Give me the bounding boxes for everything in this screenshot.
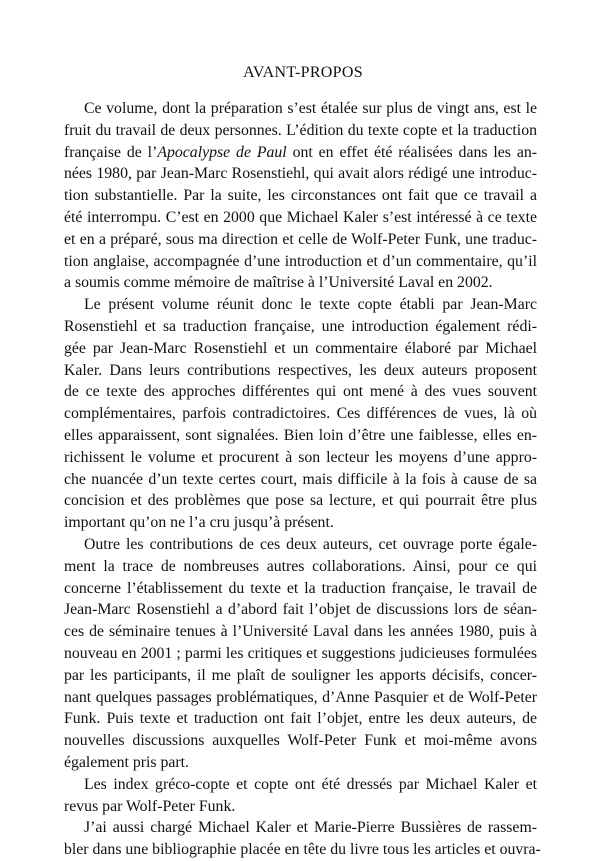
text-line: concision et des problèmes que pose sa lecture, et qui pourrait être plus: [64, 492, 537, 510]
text-line: J’ai aussi chargé Michael Kaler et Marie-Pierre Bussières de rassem-: [84, 819, 537, 837]
text-line: Ce volume, dont la préparation s’est étalée sur plus de vingt ans, est le: [84, 100, 537, 117]
text-line: Le présent volume réunit donc le texte copte établi par Jean-Marc: [84, 296, 537, 314]
text-line: bler dans une bibliographie placée en tête du livre tous les articles et ouvra-: [64, 841, 541, 859]
text-line: Les index gréco-copte et copte ont été dressés par Michael Kaler et: [84, 775, 537, 793]
text-line: important qu’on ne l’a cru jusqu’à présent.: [64, 514, 334, 532]
text-line: également pris part.: [64, 753, 190, 771]
text-line: fruit du travail de deux personnes. L’édition du texte copte et la traduction: [64, 121, 537, 139]
paragraph: [64, 774, 537, 818]
paragraph: [64, 294, 537, 534]
text-line: et en a préparé, sous ma direction et celle de Wolf-Peter Funk, une traduc-: [64, 230, 537, 248]
text-line: ces de séminaire tenues à l’Université Laval dans les années 1980, puis à: [64, 623, 537, 641]
text-line: tion substantielle. Par la suite, les circonstances ont fait que ce travail a: [64, 187, 537, 205]
text-line: par les participants, il me plaît de souligner les apports décisifs, concer-: [64, 666, 537, 684]
text-line: tion anglaise, accompagnée d’une introduction et d’un commentaire, qu’il: [64, 252, 537, 270]
text-line: elles apparaissent, sont signalées. Bien loin d’être une faiblesse, elles en-: [64, 426, 537, 444]
document-body: [64, 98, 541, 861]
book-title-italic: Apocalypse de Paul: [157, 143, 287, 161]
text-line: ment la trace de nombreuses autres collaborations. Ainsi, pour ce qui: [64, 557, 537, 575]
text-line: richissent le volume et procurent à son lecteur les moyens d’une appro-: [64, 448, 537, 466]
text-line: nant quelques passages problématiques, d’Anne Pasquier et de Wolf-Peter: [64, 688, 537, 706]
text-line: Kaler. Dans leurs contributions respectives, les deux auteurs proposent: [64, 361, 537, 379]
paragraph: [64, 534, 537, 774]
text-line: a soumis comme mémoire de maîtrise à l’Université Laval en 2002.: [64, 274, 493, 292]
text-line: nées 1980, par Jean-Marc Rosenstiehl, qui avait alors rédigé une introduc-: [64, 165, 537, 183]
paragraph: [64, 817, 541, 861]
page-title: AVANT-PROPOS: [243, 64, 363, 81]
text-line: revus par Wolf-Peter Funk.: [64, 797, 236, 815]
text-line: gée par Jean-Marc Rosenstiehl et un commentaire élaboré par Michael: [64, 339, 537, 357]
paragraph: [64, 98, 537, 294]
text-line: concerne l’établissement du texte et la traduction française, le travail de: [64, 579, 537, 597]
text-line: de ce texte des approches différentes qui ont mené à des vues souvent: [64, 383, 537, 401]
text-line: complémentaires, parfois contradictoires. Ces différences de vues, là où: [64, 405, 537, 423]
text-line: nouveau en 2001 ; parmi les critiques et suggestions judicieuses formulées: [64, 644, 537, 662]
text-line: Jean-Marc Rosenstiehl a d’abord fait l’objet de discussions lors de séan-: [64, 601, 537, 619]
text-line: Outre les contributions de ces deux auteurs, cet ouvrage porte égale-: [84, 535, 537, 553]
text-line: Funk. Puis texte et traduction ont fait l’objet, entre les deux auteurs, de: [64, 710, 537, 728]
text-line: che nuancée d’un texte certes court, mais difficile à la fois à cause de sa: [64, 470, 537, 488]
text-line: française de l’Apocalypse de Paul ont en effet été réalisées dans les an-: [64, 143, 537, 161]
text-line: nouvelles discussions auxquelles Wolf-Peter Funk et moi-même avons: [64, 732, 537, 750]
text-line: Rosenstiehl et sa traduction française, une introduction également rédi-: [64, 317, 537, 335]
text-line: été interrompu. C’est en 2000 que Michael Kaler s’est intéressé à ce texte: [64, 208, 537, 226]
